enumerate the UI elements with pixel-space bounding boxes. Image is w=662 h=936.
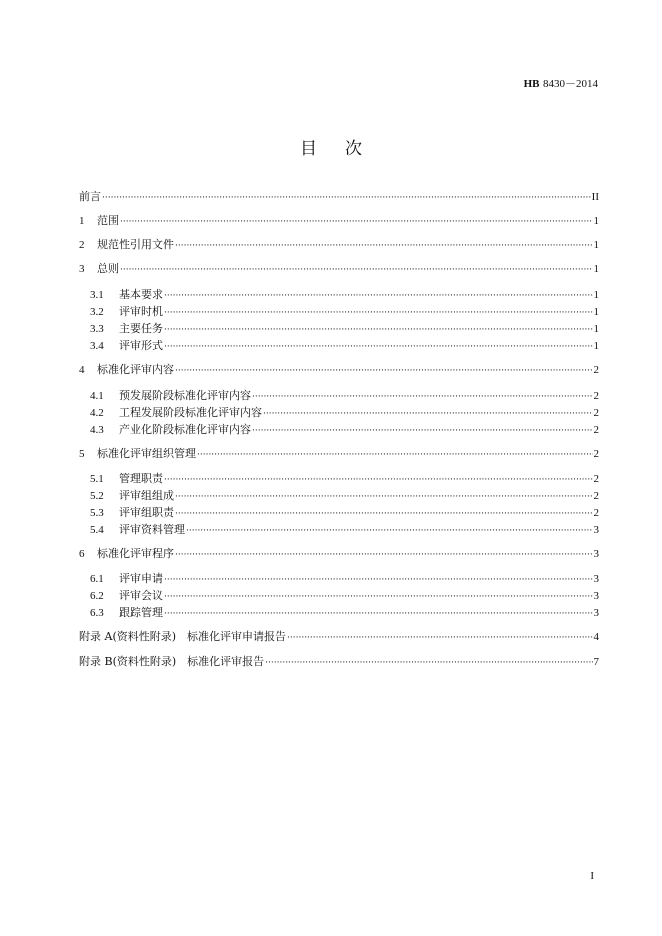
toc-entry[interactable] (79, 261, 599, 277)
toc-entry-number: 1 (79, 215, 85, 227)
toc-entry-label: 评审申请 (119, 572, 163, 585)
toc-entry[interactable] (79, 446, 599, 462)
toc-entry[interactable] (79, 654, 599, 670)
toc-entry-page: 3 (593, 548, 599, 560)
toc-entry-page: 2 (593, 390, 599, 402)
toc-entry[interactable] (90, 388, 599, 404)
toc-entry-page: 1 (593, 289, 599, 301)
toc-entry-number: 3.3 (90, 323, 104, 335)
toc-leader-dots (265, 655, 592, 671)
toc-leader-dots (252, 423, 593, 439)
toc-entry-label: 附录 A(资料性附录) 标准化评审申请报告 (79, 630, 287, 643)
toc-entry-label: 总则 (97, 262, 119, 275)
toc-entry-number: 4.3 (90, 424, 104, 436)
toc-entry-page: 2 (593, 490, 599, 502)
toc-entry[interactable] (90, 405, 599, 421)
toc-entry[interactable] (79, 362, 599, 378)
toc-entry[interactable] (90, 321, 599, 337)
toc-entry[interactable] (79, 213, 599, 229)
standard-code: HB (523, 78, 540, 90)
toc-entry[interactable] (79, 189, 599, 205)
document-header (524, 75, 598, 91)
toc-entry-label: 基本要求 (119, 288, 163, 301)
standard-number: 8430－2014 (543, 78, 598, 90)
toc-entry[interactable] (90, 471, 599, 487)
toc-entry-page: 2 (593, 364, 599, 376)
toc-entry[interactable] (90, 304, 599, 320)
toc-entry-number: 5.3 (90, 507, 104, 519)
toc-entry-page: 3 (593, 607, 599, 619)
toc-entry-number: 5.2 (90, 490, 104, 502)
toc-entry-number: 3.2 (90, 306, 104, 318)
toc-entry-page: 4 (593, 631, 599, 643)
toc-leader-dots (164, 339, 593, 355)
toc-entry-number: 4.2 (90, 407, 104, 419)
toc-entry-label: 规范性引用文件 (97, 238, 174, 251)
toc-leader-dots (186, 523, 593, 539)
toc-entry[interactable] (90, 571, 599, 587)
toc-entry-label: 范围 (97, 214, 119, 227)
toc-entry-page: 1 (593, 263, 599, 275)
toc-entry-page: 2 (593, 448, 599, 460)
toc-entry-page: 3 (593, 524, 599, 536)
toc-entry[interactable] (90, 338, 599, 354)
toc-entry-label: 跟踪管理 (119, 606, 163, 619)
toc-leader-dots (175, 489, 593, 505)
toc-entry[interactable] (79, 629, 599, 645)
toc-entry-number: 4 (79, 364, 85, 376)
toc-leader-dots (164, 305, 593, 321)
toc-entry-page: 3 (593, 573, 599, 585)
toc-leader-dots (263, 406, 593, 422)
toc-entry[interactable] (90, 605, 599, 621)
toc-entry-page: 2 (593, 473, 599, 485)
toc-entry[interactable] (90, 488, 599, 504)
toc-leader-dots (175, 547, 593, 563)
toc-entry-label: 评审组组成 (119, 489, 174, 502)
toc-entry-number: 3 (79, 263, 85, 275)
toc-entry-label: 评审会议 (119, 589, 163, 602)
toc-entry-page: 2 (593, 424, 599, 436)
toc-leader-dots (164, 589, 593, 605)
toc-leader-dots (197, 447, 593, 463)
toc-entry-label: 前言 (79, 190, 101, 203)
toc-leader-dots (164, 288, 593, 304)
toc-leader-dots (175, 506, 593, 522)
toc-leader-dots (102, 190, 591, 206)
toc-entry-label: 标准化评审程序 (97, 547, 174, 560)
toc-leader-dots (164, 322, 593, 338)
toc-entry-label: 评审形式 (119, 339, 163, 352)
toc-leader-dots (164, 572, 593, 588)
toc-leader-dots (252, 389, 593, 405)
page-title: 目次 (300, 139, 390, 159)
toc-entry[interactable] (90, 522, 599, 538)
toc-entry-number: 6.2 (90, 590, 104, 602)
toc-leader-dots (175, 363, 593, 379)
toc-entry[interactable] (79, 237, 599, 253)
toc-entry-label: 评审资料管理 (119, 523, 185, 536)
toc-entry-page: 2 (593, 407, 599, 419)
toc-entry-page: 1 (593, 239, 599, 251)
toc-entry-page: 7 (593, 656, 599, 668)
toc-entry-number: 2 (79, 239, 85, 251)
toc-entry-number: 6.3 (90, 607, 104, 619)
toc-entry-page: 2 (593, 507, 599, 519)
toc-entry-label: 预发展阶段标准化评审内容 (119, 389, 251, 402)
toc-entry-label: 评审组职责 (119, 506, 174, 519)
toc-entry-label: 标准化评审内容 (97, 363, 174, 376)
toc-leader-dots (120, 214, 593, 230)
toc-entry[interactable] (90, 422, 599, 438)
toc-entry-label: 管理职责 (119, 472, 163, 485)
toc-leader-dots (175, 238, 593, 254)
toc-entry-number: 6 (79, 548, 85, 560)
toc-entry-number: 3.1 (90, 289, 104, 301)
toc-entry[interactable] (90, 505, 599, 521)
toc-entry-page: 1 (593, 340, 599, 352)
toc-entry-label: 工程发展阶段标准化评审内容 (119, 406, 262, 419)
toc-entry-label: 主要任务 (119, 322, 163, 335)
toc-entry-page: 1 (593, 215, 599, 227)
toc-leader-dots (164, 606, 593, 622)
toc-entry-page: 1 (593, 306, 599, 318)
toc-entry-label: 产业化阶段标准化评审内容 (119, 423, 251, 436)
toc-entry-page: 3 (593, 590, 599, 602)
toc-entry[interactable] (90, 588, 599, 604)
toc-entry-page: 1 (593, 323, 599, 335)
toc-entry-page: II (591, 191, 599, 203)
toc-entry-label: 评审时机 (119, 305, 163, 318)
toc-entry[interactable] (90, 287, 599, 303)
page-number: I (590, 870, 594, 882)
toc-leader-dots (287, 630, 592, 646)
toc-leader-dots (164, 472, 593, 488)
toc-leader-dots (120, 262, 593, 278)
toc-entry-label: 附录 B(资料性附录) 标准化评审报告 (79, 655, 265, 668)
toc-entry-number: 5.1 (90, 473, 104, 485)
toc-entry-number: 5 (79, 448, 85, 460)
toc-entry-number: 3.4 (90, 340, 104, 352)
toc-entry[interactable] (79, 546, 599, 562)
toc-entry-number: 5.4 (90, 524, 104, 536)
toc-entry-label: 标准化评审组织管理 (97, 447, 196, 460)
toc-entry-number: 4.1 (90, 390, 104, 402)
toc-entry-number: 6.1 (90, 573, 104, 585)
